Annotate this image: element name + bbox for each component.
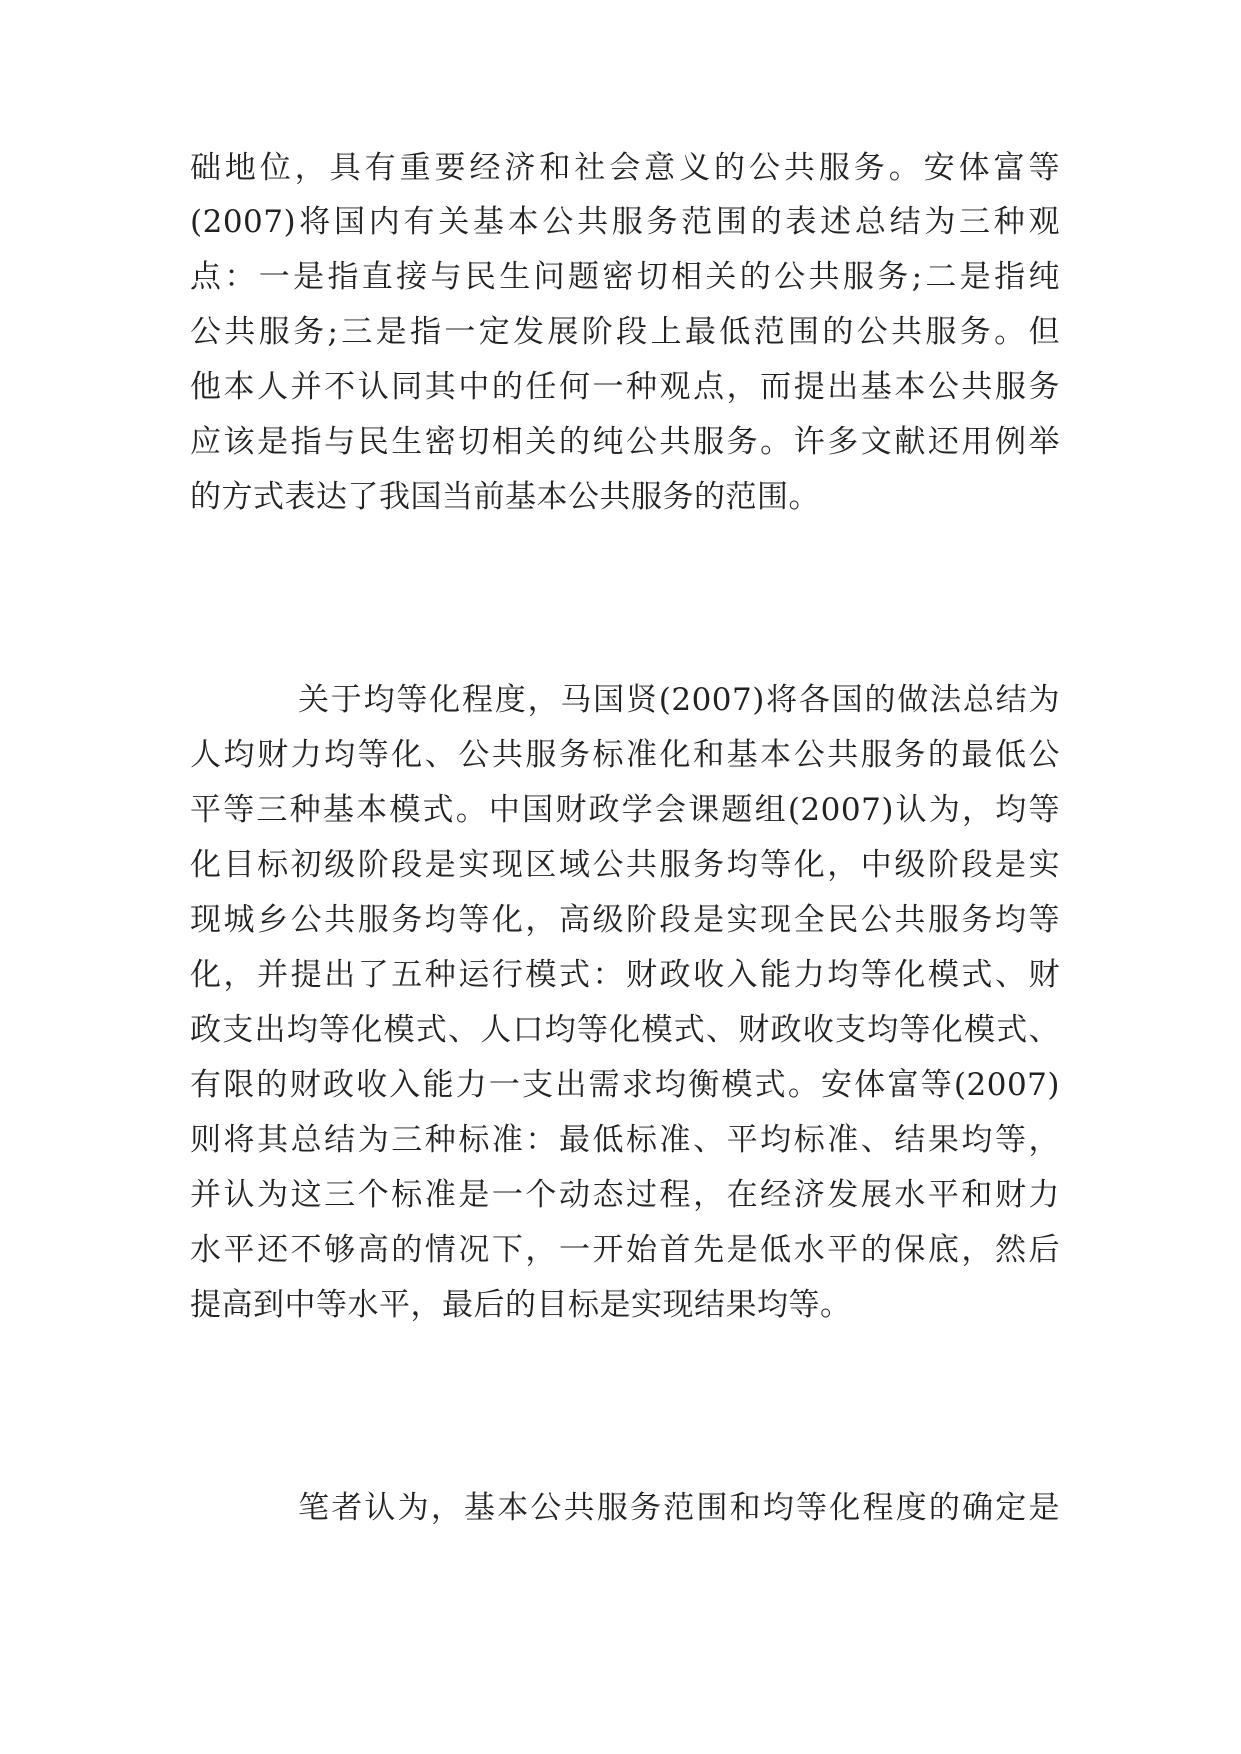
paragraph-2-line-5: 现城乡公共服务均等化，高级阶段是实现全民公共服务均等 xyxy=(190,902,1060,938)
paragraph-2-line-6: 化，并提出了五种运行模式：财政收入能力均等化模式、财 xyxy=(190,957,1060,993)
paragraph-2-line-2: 人均财力均等化、公共服务标准化和基本公共服务的最低公 xyxy=(190,737,1060,773)
paragraph-2-line-3: 平等三种基本模式。中国财政学会课题组(2007)认为，均等 xyxy=(190,792,1060,828)
paragraph-1-line-2: (2007)将国内有关基本公共服务范围的表述总结为三种观 xyxy=(190,204,1060,240)
paragraph-2-line-1: 关于均等化程度，马国贤(2007)将各国的做法总结为 xyxy=(298,682,1060,718)
paragraph-1-line-3: 点：一是指直接与民生问题密切相关的公共服务;二是指纯 xyxy=(190,259,1060,295)
paragraph-2-line-4: 化目标初级阶段是实现区域公共服务均等化，中级阶段是实 xyxy=(190,847,1060,883)
paragraph-1-line-7: 的方式表达了我国当前基本公共服务的范围。 xyxy=(190,479,820,515)
paragraph-2-line-7: 政支出均等化模式、人口均等化模式、财政收支均等化模式、 xyxy=(190,1012,1060,1048)
paragraph-1-line-6: 应该是指与民生密切相关的纯公共服务。许多文献还用例举 xyxy=(190,424,1060,460)
paragraph-1-line-1: 础地位，具有重要经济和社会意义的公共服务。安体富等 xyxy=(190,150,1060,186)
paragraph-2-line-9: 则将其总结为三种标准：最低标准、平均标准、结果均等， xyxy=(190,1122,1060,1158)
paragraph-3-line-1: 笔者认为，基本公共服务范围和均等化程度的确定是 xyxy=(298,1490,1060,1526)
paragraph-1-line-4: 公共服务;三是指一定发展阶段上最低范围的公共服务。但 xyxy=(190,314,1060,350)
paragraph-2-line-8: 有限的财政收入能力一支出需求均衡模式。安体富等(2007) xyxy=(190,1067,1060,1103)
paragraph-2-line-10: 并认为这三个标准是一个动态过程，在经济发展水平和财力 xyxy=(190,1177,1060,1213)
paragraph-2-line-11: 水平还不够高的情况下，一开始首先是低水平的保底，然后 xyxy=(190,1232,1060,1268)
paragraph-1-line-5: 他本人并不认同其中的任何一种观点，而提出基本公共服务 xyxy=(190,369,1060,405)
paragraph-2-line-12: 提高到中等水平，最后的目标是实现结果均等。 xyxy=(190,1287,852,1323)
